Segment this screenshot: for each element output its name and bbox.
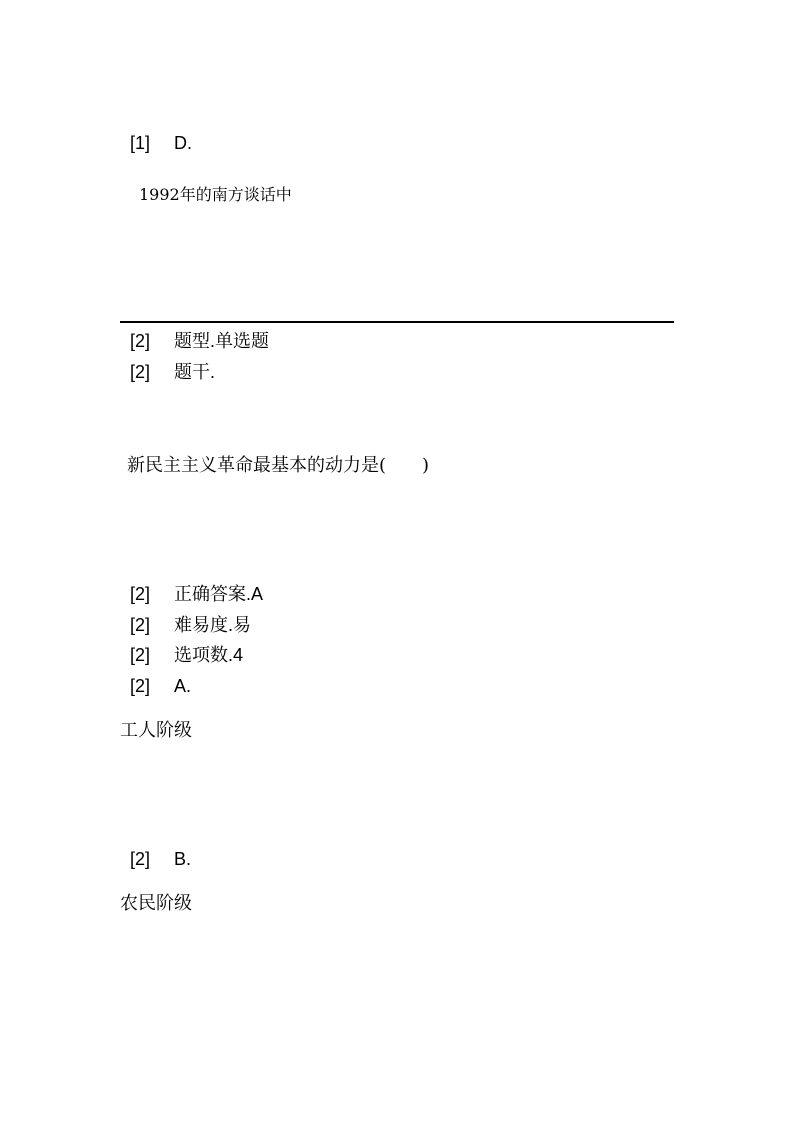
item-label: 正确答案.A [174,584,264,604]
item-label: 选项数.4 [174,645,244,665]
item-index: [1] [130,133,151,153]
item-label: B. [174,849,192,869]
option-b-text: 农民阶级 [120,893,192,914]
question-type-line [130,330,269,352]
item-label: A. [174,676,192,696]
option-b-line [130,848,191,870]
option-a-line [130,675,191,697]
option-count-line [130,644,243,666]
item-index: [2] [130,645,151,665]
section-divider [120,321,674,323]
item-index: [2] [130,331,151,351]
item-index: [2] [130,615,151,635]
item-label: 难易度.易 [174,615,252,635]
item-index: [2] [130,584,151,604]
item-index: [2] [130,362,151,382]
question-stem-label-line [130,361,215,383]
item-label: 题型.单选题 [174,331,270,351]
item-label: 题干. [174,362,216,382]
item-label: D. [174,133,192,153]
correct-answer-line [130,583,263,605]
item-index: [2] [130,849,151,869]
prev-option-d-line [130,132,192,154]
prev-option-d-text: 1992年的南方谈话中 [139,185,292,204]
difficulty-line [130,614,251,636]
item-index: [2] [130,676,151,696]
question-stem-text: 新民主主义革命最基本的动力是( ) [127,455,430,476]
option-a-text: 工人阶级 [120,720,192,741]
